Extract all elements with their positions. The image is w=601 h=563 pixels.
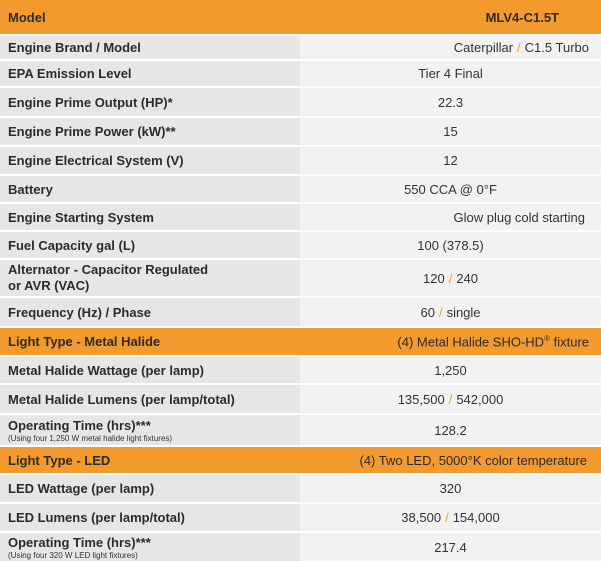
spec-label: Battery	[0, 175, 300, 203]
section-value-metal-halide: (4) Metal Halide SHO-HD® fixture	[300, 327, 601, 356]
spec-label: Engine Prime Power (kW)**	[0, 117, 300, 146]
spec-row-led-wattage	[0, 474, 601, 503]
model-header-row	[0, 0, 601, 35]
spec-label: Engine Electrical System (V)	[0, 146, 300, 175]
spec-value: 1,250	[300, 356, 601, 384]
spec-label: Engine Starting System	[0, 203, 300, 231]
model-header-value: MLV4-C1.5T	[300, 0, 601, 35]
spec-row-led-lumens	[0, 503, 601, 532]
spec-row-mh-lumens	[0, 384, 601, 414]
spec-label: Fuel Capacity gal (L)	[0, 231, 300, 259]
spec-value: 128.2	[300, 414, 601, 446]
section-label-metal-halide: Light Type - Metal Halide	[0, 327, 300, 356]
spec-label: LED Lumens (per lamp/total)	[0, 503, 300, 532]
spec-value: 320	[300, 474, 601, 503]
spec-value: Tier 4 Final	[300, 60, 601, 87]
spec-row-frequency	[0, 297, 601, 327]
spec-value: 135,500 / 542,000	[300, 384, 601, 414]
section-row-led	[0, 446, 601, 474]
spec-row-kw	[0, 117, 601, 146]
footnote: (Using four 1,250 W metal halide light fixtures)	[8, 433, 173, 443]
spec-value: 100 (378.5)	[300, 231, 601, 259]
spec-value: 22.3	[300, 87, 601, 117]
spec-row-mh-wattage	[0, 356, 601, 384]
spec-value: 60 / single	[300, 297, 601, 327]
spec-row-fuel	[0, 231, 601, 259]
footnote: (Using four 320 W LED light fixtures)	[8, 550, 138, 560]
section-value-led: (4) Two LED, 5000°K color temperature	[300, 446, 601, 474]
spec-row-alternator	[0, 259, 601, 297]
spec-row-epa	[0, 60, 601, 87]
spec-row-mh-runtime	[0, 414, 601, 446]
spec-label: Engine Prime Output (HP)*	[0, 87, 300, 117]
spec-label: Operating Time (hrs)*** (Using four 1,250 W metal halide light fixtures)	[0, 414, 300, 446]
spec-row-engine-brand	[0, 35, 601, 60]
spec-label: Alternator - Capacitor Regulated or AVR (VAC)	[0, 259, 300, 297]
spec-label: Metal Halide Lumens (per lamp/total)	[0, 384, 300, 414]
spec-label: Engine Brand / Model	[0, 35, 300, 60]
spec-label: Operating Time (hrs)*** (Using four 320 W LED light fixtures)	[0, 532, 300, 562]
spec-value: Caterpillar / C1.5 Turbo	[300, 35, 601, 60]
spec-value: 217.4	[300, 532, 601, 562]
spec-value: 15	[300, 117, 601, 146]
spec-value: 38,500 / 154,000	[300, 503, 601, 532]
spec-row-starting	[0, 203, 601, 231]
spec-label: Metal Halide Wattage (per lamp)	[0, 356, 300, 384]
spec-row-battery	[0, 175, 601, 203]
spec-row-electrical	[0, 146, 601, 175]
spec-label: LED Wattage (per lamp)	[0, 474, 300, 503]
spec-label: Frequency (Hz) / Phase	[0, 297, 300, 327]
spec-value: 120 / 240	[300, 259, 601, 297]
spec-value: Glow plug cold starting	[300, 203, 601, 231]
spec-value: 12	[300, 146, 601, 175]
spec-row-hp	[0, 87, 601, 117]
section-label-led: Light Type - LED	[0, 446, 300, 474]
spec-row-led-runtime	[0, 532, 601, 562]
model-header-label: Model	[0, 0, 300, 35]
spec-value: 550 CCA @ 0°F	[300, 175, 601, 203]
spec-label: EPA Emission Level	[0, 60, 300, 87]
section-row-metal-halide	[0, 327, 601, 356]
